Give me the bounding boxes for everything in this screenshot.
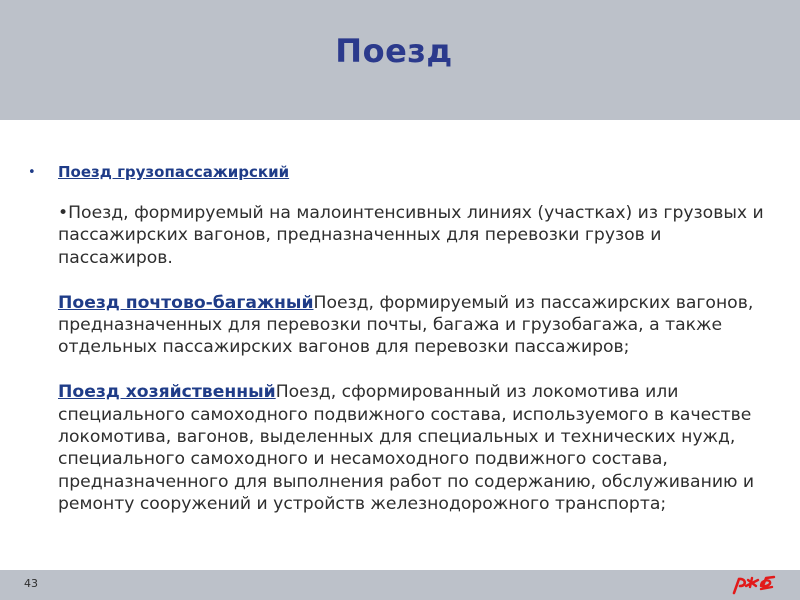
paragraph-2 [58, 292, 770, 359]
paragraph-1: •Поезд, формируемый на малоинтенсивных линиях (участках) из грузовых и пассажирских вагонов, предназначенных для перевозки грузов и пассажиров. [58, 203, 764, 268]
paragraph-3 [58, 381, 770, 515]
page-number: 43 [24, 577, 38, 590]
bullet-dot-icon: • [28, 165, 36, 180]
term-link-postal-baggage[interactable]: Поезд почтово-багажный [58, 292, 314, 313]
header-band [0, 0, 800, 120]
body-text [58, 202, 770, 516]
rzd-logo-icon [730, 574, 776, 596]
paragraph-3-text: Поезд, сформированный из локомотива или специального самоходного подвижного состава, используемого в качестве локомотива, вагонов, выделенных для специальных и технических нужд, специального самоходного и несамоходного подвижного состава, предназначенного для выполнения работ по содержанию, обслуживанию и ремонту сооружений и устройств железнодорожного транспорта; [58, 382, 755, 515]
slide-content [0, 120, 800, 570]
paragraph-2-text: Поезд, формируемый из пассажирских вагонов, предназначенных для перевозки почты, багажа и грузобагажа, а также отдельных пассажирских вагонов для перевозки пассажиров; [58, 292, 754, 358]
term-link-service[interactable]: Поезд хозяйственный [58, 382, 276, 403]
heading-link[interactable]: Поезд грузопассажирский [58, 163, 290, 181]
footer-band [0, 570, 800, 600]
paragraph-gap [58, 269, 770, 291]
slide-title: Поезд [335, 32, 453, 70]
paragraph-gap [58, 359, 770, 381]
